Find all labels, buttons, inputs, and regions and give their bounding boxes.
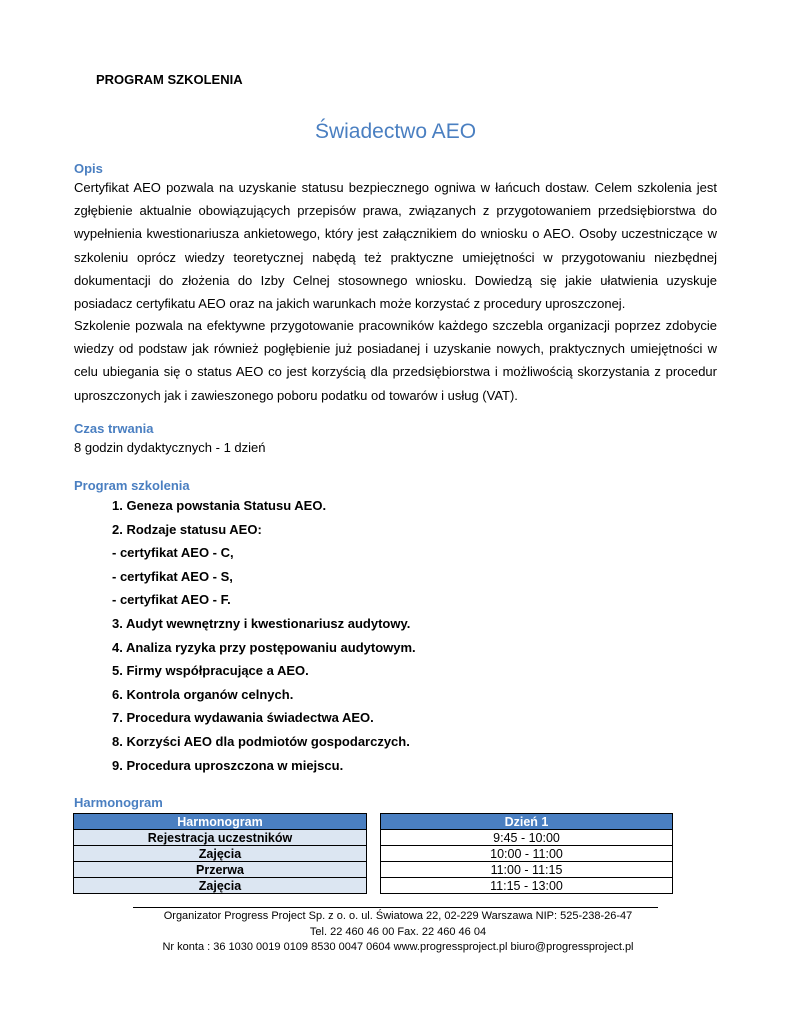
header-label: PROGRAM SZKOLENIA (96, 72, 243, 87)
footer-divider (133, 907, 658, 908)
table-row (381, 862, 673, 878)
activity-cell: Rejestracja uczestników (74, 830, 367, 846)
schedule-activities-table (73, 813, 367, 894)
table-header-cell: Dzień 1 (381, 814, 673, 830)
activity-cell: Przerwa (74, 862, 367, 878)
table-row (74, 830, 367, 846)
program-item: 1. Geneza powstania Statusu AEO. (112, 498, 327, 513)
footer-account-line: Nr konta : 36 1030 0019 0109 8530 0047 0604 www.progressproject.pl biuro@progressproject.pl (162, 941, 634, 953)
time-cell: 11:00 - 11:15 (381, 862, 673, 878)
time-cell: 10:00 - 11:00 (381, 846, 673, 862)
table-header-cell: Harmonogram (74, 814, 367, 830)
duration-text: 8 godzin dydaktycznych - 1 dzień (74, 440, 266, 455)
program-item: 2. Rodzaje statusu AEO: (112, 521, 262, 537)
program-item: 6. Kontrola organów celnych. (112, 686, 294, 702)
description-paragraph-1: Certyfikat AEO pozwala na uzyskanie statusu bezpiecznego ogniwa w łańcuch dostaw. Celem szkolenia jest zgłębienie aktualnie obowiązujących przepisów prawa, związanych z przygotowaniem przedsiębiorstwa do wypełnienia kwestionariusza ankietowego, który jest załącznikiem do wniosku o AEO. Osoby uczestniczące w szkoleniu oprócz wiedzy teoretycznej nabędą też praktyczne umiejętności w przygotowaniu niezbędnej dokumentacji do złożenia do Izby Celnej stosownego wniosku. Dowiedzą się jakie ułatwienia uzyskuje posiadacz certyfikatu AEO oraz na jakich warunkach może korzystać z procedury uproszczonej. (74, 180, 717, 312)
table-row (381, 878, 673, 894)
table-row (74, 878, 367, 894)
program-item: 9. Procedura uproszczona w miejscu. (112, 757, 344, 773)
time-cell: 11:15 - 13:00 (381, 878, 673, 894)
program-item: - certyfikat AEO - F. (112, 592, 231, 608)
duration-heading: Czas trwania (74, 421, 154, 436)
table-header-row (74, 814, 367, 830)
time-cell: 9:45 - 10:00 (381, 830, 673, 846)
description-heading: Opis (74, 161, 103, 176)
program-list (112, 494, 416, 777)
program-item: - certyfikat AEO - S, (112, 568, 233, 584)
program-item: 8. Korzyści AEO dla podmiotów gospodarczych. (112, 733, 410, 749)
footer-organizer-line: Organizator Progress Project Sp. z o. o. ul. Światowa 22, 02-229 Warszawa NIP: 525-238-26-47 (163, 910, 633, 922)
description-paragraph-2: Szkolenie pozwala na efektywne przygotowanie pracowników każdego szczebla organizacji poprzez zdobycie wiedzy od podstaw jak również pogłębienie już posiadanej i uzyskanie nowych, praktycznych umiejętności w celu ubiegania się o status AEO co jest korzyścią dla przedsiębiorstwa i możliwością skorzystania z procedur uproszczonych jak i zawieszonego poboru podatku od towarów i usług (VAT). (74, 318, 717, 403)
table-header-row (381, 814, 673, 830)
schedule-heading: Harmonogram (74, 795, 163, 810)
activity-cell: Zajęcia (74, 846, 367, 862)
program-heading: Program szkolenia (74, 478, 190, 493)
activity-cell: Zajęcia (74, 878, 367, 894)
footer (100, 909, 696, 956)
footer-phone-line: Tel. 22 460 46 00 Fax. 22 460 46 04 (309, 925, 487, 938)
page-title: Świadectwo AEO (314, 120, 477, 143)
program-item: - certyfikat AEO - C, (112, 545, 234, 561)
program-item: 4. Analiza ryzyka przy postępowaniu audytowym. (112, 639, 416, 655)
program-item: 5. Firmy współpracujące a AEO. (112, 663, 309, 679)
table-row (381, 846, 673, 862)
table-row (381, 830, 673, 846)
program-item: 7. Procedura wydawania świadectwa AEO. (112, 710, 374, 726)
table-row (74, 862, 367, 878)
program-item: 3. Audyt wewnętrzny i kwestionariusz audytowy. (112, 615, 411, 631)
schedule-times-table (380, 813, 673, 894)
table-row (74, 846, 367, 862)
